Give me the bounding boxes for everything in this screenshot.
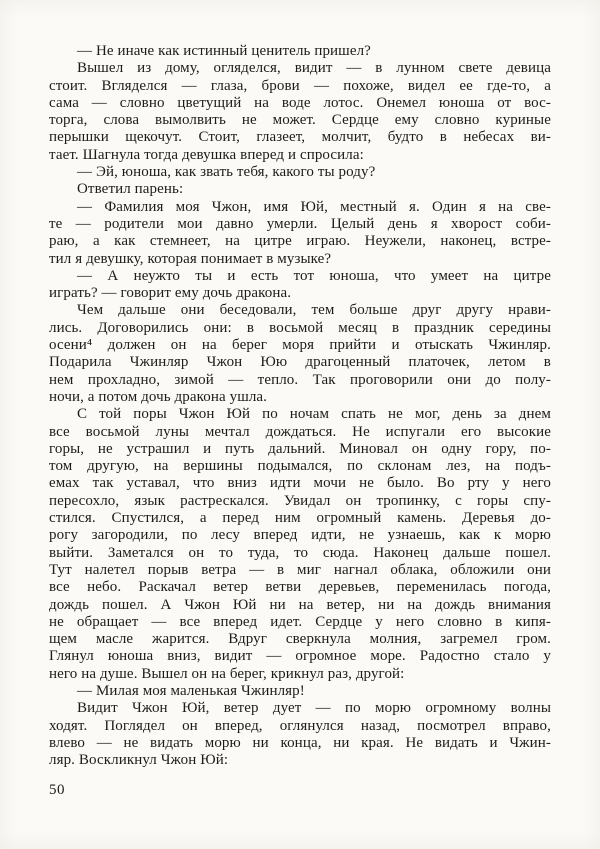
text-line: рогу загородили, по лесу вперед идти, не узнаешь, как к морю [49,527,551,544]
paragraph [49,268,551,303]
text-line: Ответил парень: [77,181,184,198]
text-line: дождь пошел. А Чжон Юй ни на ветер, ни на дождь внимания [49,596,551,613]
text-line: Чем дальше они беседовали, тем больше друг другу нрави- [77,302,551,319]
paragraph [49,164,551,181]
text-line: — Милая моя маленькая Чжинляр! [77,682,305,699]
text-line: стился. Спустился, а перед ним огромный камень. Деревья до- [49,510,551,527]
page-number: 50 [49,782,65,798]
text-line: осени⁴ должен он на берег моря прийти и отыскать Чжинляр. [49,337,551,354]
text-line: — Фамилия моя Чжон, имя Юй, местный я. Один я на све- [77,198,551,215]
paragraph [49,181,551,198]
text-line: не обращает — все вперед идет. Сердце у него словно в кипя- [49,613,551,630]
text-line: тил я девушку, которая понимает в музыке? [49,250,332,267]
paragraph [49,43,551,60]
text-line: — А неужто ты и есть тот юноша, что умеет на цитре [77,267,551,284]
text-line: ночи, а потом дочь дракона ушла. [49,388,268,405]
text-block [49,43,551,769]
text-line: сама — словно цветущий на воде лотос. Онемел юноша от вос- [49,94,551,111]
text-line: торга, слова вымолвить не может. Сердце ему словно куриные [49,112,551,129]
text-line: те — родители мои давно умерли. Целый день я хворост соби- [49,215,551,232]
text-line: Видит Чжон Юй, ветер дует — по морю огромному волны [77,700,551,717]
text-line: С той поры Чжон Юй по ночам спать не мог, день за днем [77,406,551,423]
text-line: ляр. Воскликнул Чжон Юй: [49,752,229,769]
text-line: — Эй, юноша, как звать тебя, какого ты роду? [77,164,376,181]
paragraph [49,406,551,683]
text-line: Вышел из дому, огляделся, видит — в лунном свете девица [77,60,551,77]
text-line: горы, не устрашил и путь дальний. Миновал он одну гору, по- [49,440,551,457]
text-line: раю, а как стемнеет, на цитре играю. Неужели, наконец, встре- [49,233,551,250]
text-line: нем прохладно, зимой — тепло. Так проговорили они до полу- [49,371,551,388]
text-line: ходят. Поглядел он вперед, оглянулся назад, посмотрел вправо, [49,717,551,734]
text-line: Глянул юноша вниз, видит — огромное море. Радостно стало у [49,648,551,665]
text-line: щем масле жарится. Вдруг сверкнула молния, загремел гром. [49,631,551,648]
paragraph [49,700,551,769]
text-line: стоит. Вгляделся — глаза, брови — похоже, видел ее где-то, а [49,77,551,94]
text-line: емах так уставал, что вниз идти мочи не было. Во рту у него [49,475,551,492]
paragraph [49,60,551,164]
text-line: том другую, на вершины подымался, по склонам лез, на подъ- [49,458,551,475]
paragraph [49,199,551,268]
text-line: все восьмой луны мечтал дождаться. Не испугали его высокие [49,423,551,440]
text-line: Тут налетел порыв ветра — в миг нагнал облака, обложили они [49,561,551,578]
text-line: влево — не видать морю ни конца, ни края. Не видать и Чжин- [49,734,551,751]
text-line: Подарила Чжинляр Чжон Юю драгоценный платочек, летом в [49,354,551,371]
paragraph [49,683,551,700]
text-line: — Не иначе как истинный ценитель пришел? [77,43,371,59]
text-line: играть? — говорит ему дочь дракона. [49,285,292,302]
text-line: тает. Шагнула тогда девушка вперед и спросила: [49,146,364,163]
text-line: пересохло, язык растрескался. Увидал он тропинку, с горы спу- [49,492,551,509]
text-line: него на душе. Вышел он на берег, крикнул раз, другой: [49,665,405,682]
text-line: выйти. Заметался он то туда, то сюда. Наконец дальше пошел. [49,544,551,561]
text-line: лись. Договорились они: в восьмой месяц в праздник середины [49,319,551,336]
paragraph [49,302,551,406]
text-line: все небо. Раскачал ветер ветви деревьев, переменилась погода, [49,579,551,596]
text-line: перышки щекочут. Стоит, глазеет, молчит, будто в небесах ви- [49,129,551,146]
